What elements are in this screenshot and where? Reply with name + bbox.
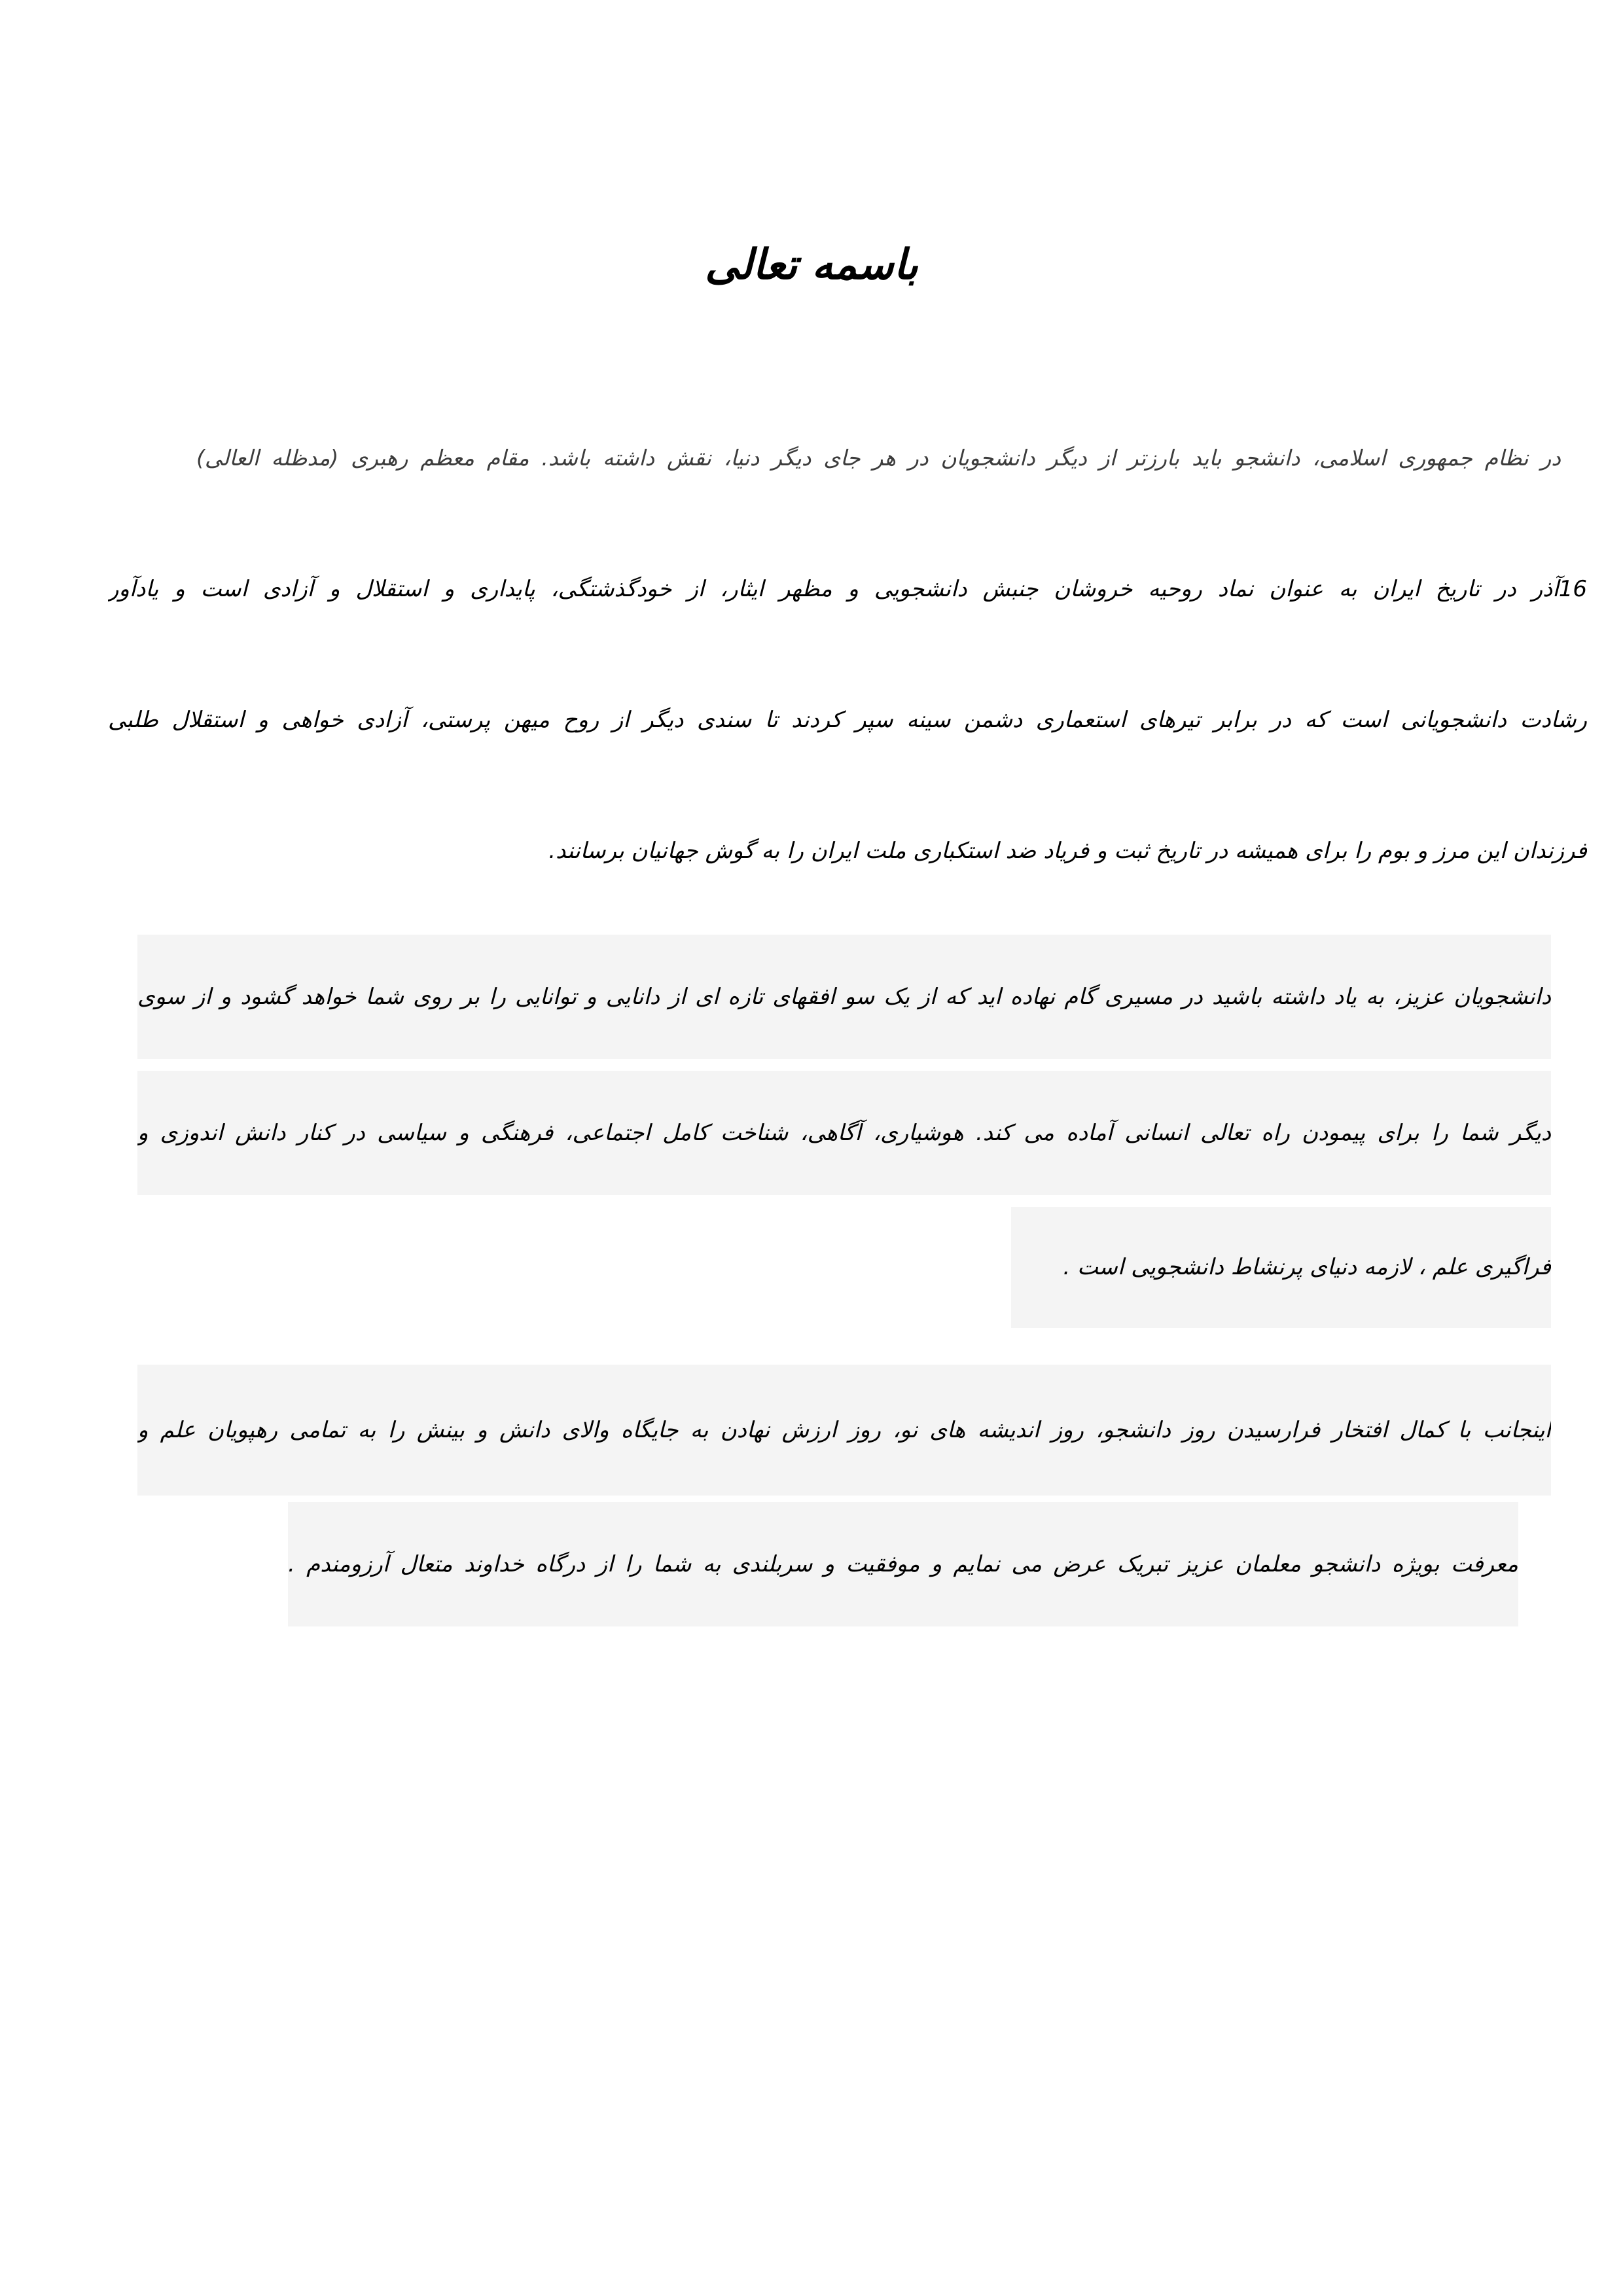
paragraph1-line3: رشادت دانشجویانی است که در برابر تیرهای استعماری دشمن سینه سپر کردند تا سندی دیگر از روح میهن پرستی، آزادی خواهی و استقلال طلبی [108,707,1587,733]
paragraph2-line1: دانشجویان عزیز، به یاد داشته باشید در مسیری گام نهاده اید که از یک سو افقهای تازه ای از دانایی و توانایی را بر روی شما خواهد گشود و از سوی [137,935,1551,1059]
paragraph1-line1-leader-quote: در نظام جمهوری اسلامی، دانشجو باید بارزتر از دیگر دانشجویان در هر جای دیگر دنیا، نقش داشته باشد. مقام معظم رهبری (مدظله العالی) [196,445,1561,471]
paragraph2-line2: دیگر شما را برای پیمودن راه تعالی انسانی آماده می کند. هوشیاری، آگاهی، شناخت کامل اجتماعی، فرهنگی و سیاسی در کنار دانش اندوزی و [137,1071,1551,1195]
paragraph2-line3: فراگیری علم ، لازمه دنیای پرنشاط دانشجویی است . [1011,1207,1551,1328]
besmele-heading: باسمه تعالی [705,241,918,289]
paragraph3-line1: اینجانب با کمال افتخار فرارسیدن روز دانشجو، روز اندیشه های نو، روز ارزش نهادن به جایگاه والای دانش و بینش را به تمامی رهپویان علم و [137,1365,1551,1496]
paragraph1-line4: فرزندان این مرز و بوم را برای همیشه در تاریخ ثبت و فریاد ضد استکباری ملت ایران را به گوش جهانیان برسانند. [548,838,1587,864]
paragraph1-line2: 16آذر در تاریخ ایران به عنوان نماد روحیه خروشان جنبش دانشجویی و مظهر ایثار، از خودگذشتگی، پایداری و استقلال و آزادی است و یادآور [108,576,1587,602]
paragraph3-line2: معرفت بویژه دانشجو معلمان عزیز تبریک عرض می نمایم و موفقیت و سربلندی به شما را از درگاه خداوند متعال آرزومندم . [288,1502,1518,1626]
